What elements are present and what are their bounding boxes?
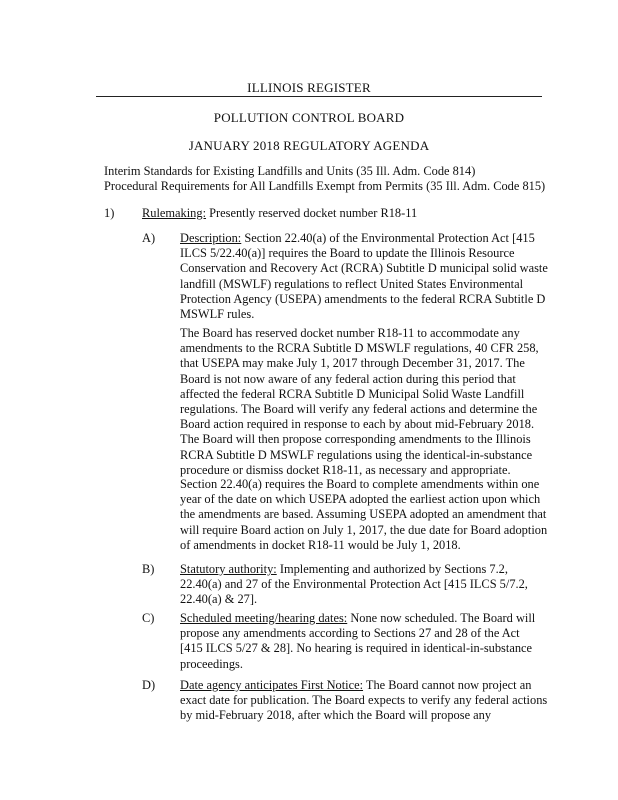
description-label: Description:: [180, 231, 242, 245]
subject-line-2: Procedural Requirements for All Landfills Exempt from Permits (35 Ill. Adm. Code 815): [104, 179, 546, 193]
header-rule: [96, 96, 542, 97]
first-notice-label: Date agency anticipates First Notice:: [180, 678, 364, 692]
first-notice-text: The Board cannot now project an exact date for publication. The Board expects to verify any federal actions by mid-February 2018, after which the Board will propose any: [180, 678, 548, 723]
section-a-paragraph-2: The Board has reserved docket number R18-11 to accommodate any amendments to the RCRA Subtitle D MSWLF regulations, 40 CFR 258, that USEPA may make July 1, 2017 through December 31, 2017. The Board is not now aware of any federal action during this period that affected the federal RCRA Subtitle D Municipal Solid Waste Landfill regulations. The Board will verify any federal actions and determine the Board action required in response to each by about mid-February 2018. The Board will then propose corresponding amendments to the Illinois RCRA Subtitle D MSWLF regulations using the identical-in-substance procedure or dismiss docket R18-11, as necessary and appropriate.: [180, 326, 539, 477]
subject-line-1: Interim Standards for Existing Landfills and Units (35 Ill. Adm. Code 814): [104, 164, 476, 178]
rulemaking-text: Presently reserved docket number R18-11: [206, 206, 418, 220]
item-number: 1): [104, 206, 115, 220]
statutory-text: Implementing and authorized by Sections 7.2, 22.40(a) and 27 of the Environmental Protection Act [415 ILCS 5/7.2, 22.40(a) & 27].: [180, 562, 528, 607]
section-c-marker: C): [142, 611, 155, 625]
section-d-marker: D): [142, 678, 156, 692]
description-text: Section 22.40(a) of the Environmental Protection Act [415 ILCS 5/22.40(a)] requires the Board to update the Illinois Resource Conservation and Recovery Act (RCRA) Subtitle D municipal solid waste landfill (MSWLF) regulations to reflect United States Environmental Protection Agency (USEPA) amendments to the federal RCRA Subtitle D MSWLF rules.: [180, 231, 548, 322]
section-b-marker: B): [142, 562, 155, 576]
item-rulemaking: [142, 206, 417, 221]
meeting-label: Scheduled meeting/hearing dates:: [180, 611, 348, 625]
section-a-marker: A): [142, 231, 156, 245]
board-name: POLLUTION CONTROL BOARD: [213, 110, 405, 125]
section-a-paragraph-3: Section 22.40(a) requires the Board to complete amendments within one year of the date on which USEPA adopted the earliest action upon which the amendments are based. Assuming USEPA adopted an amendment that will require Board action on July 1, 2017, the due date for Board adoption of amendments in docket R18-11 would be July 1, 2018.: [180, 477, 548, 552]
section-d-first-notice: [180, 678, 552, 724]
rulemaking-label: Rulemaking:: [142, 206, 207, 220]
section-a-description: [180, 231, 552, 322]
register-title: ILLINOIS REGISTER: [247, 80, 371, 95]
statutory-label: Statutory authority:: [180, 562, 277, 576]
section-b-statutory: [180, 562, 544, 608]
section-c-meetings: [180, 611, 544, 672]
agenda-title: JANUARY 2018 REGULATORY AGENDA: [188, 138, 430, 153]
meeting-text: None now scheduled. The Board will propose any amendments according to Sections 27 and 28 of the Act [415 ILCS 5/27 & 28]. No hearing is required in identical-in-substance proceedings.: [180, 611, 536, 671]
